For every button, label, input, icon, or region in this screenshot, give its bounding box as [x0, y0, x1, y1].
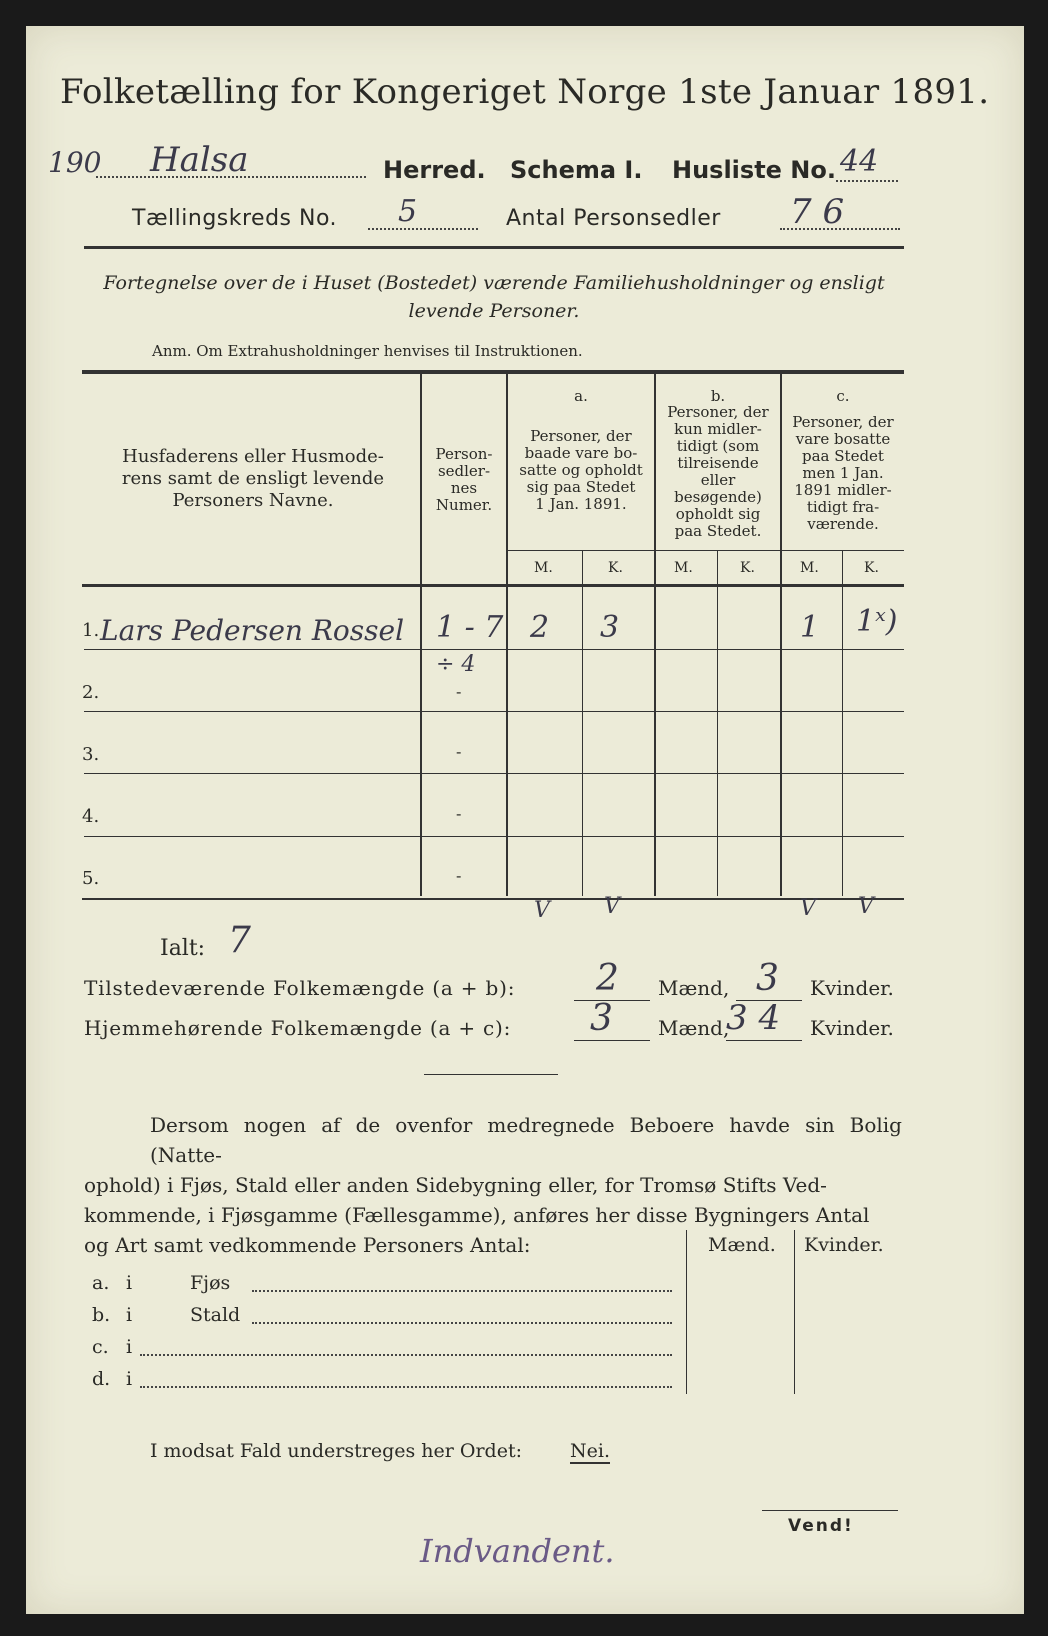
bldg-divider-1	[686, 1230, 687, 1394]
row-1-num: 1.	[82, 620, 100, 641]
bldg-row-a-dots	[252, 1290, 672, 1292]
husliste-dotline	[836, 180, 898, 182]
b-m-label: M.	[674, 560, 693, 576]
hjemme-k: 3 4	[726, 998, 781, 1038]
col-b-letter: b.	[710, 387, 726, 405]
hjemme-k-line	[726, 1040, 802, 1041]
col-c-header: Personer, der vare bosatte paa Stedet men 1 Jan. 1891 midler- tidigt fra- værende.	[792, 413, 894, 533]
row-5-num: 5.	[82, 868, 100, 889]
tilstede-label: Tilstedeværende Folkemængde (a + b):	[84, 976, 516, 1000]
row-rule-1	[84, 649, 904, 650]
personsedler-value: 7 6	[790, 192, 845, 232]
hjemme-label: Hjemmehørende Folkemængde (a + c):	[84, 1016, 512, 1040]
bldg-divider-2	[794, 1230, 795, 1394]
col-a-header: Personer, der baade vare bo- satte og opholdt sig paa Stedet 1 Jan. 1891.	[519, 427, 643, 513]
paragraph: Dersom nogen af de ovenfor medregnede Beboere havde sin Bolig (Natte- ophold) i Fjøs, Stald eller anden Sidebygning eller, for Tromsø Stifts Ved- kommende, i Fjøsgamme (Fællesgamme), anføres her disse Bygningers Antal og Art samt vedkommende Personers Antal:	[84, 1113, 902, 1257]
herred-number: 190	[48, 146, 102, 179]
tilstede-m: 2	[596, 958, 619, 999]
herred-label: Herred.	[383, 156, 486, 184]
bldg-row-d-dots	[140, 1386, 672, 1388]
husliste-label: Husliste No.	[672, 156, 836, 184]
row-1-c-k: 1ˣ)	[856, 604, 898, 639]
bldg-row-d-letter: d.	[92, 1368, 111, 1390]
col-a-letter: a.	[574, 387, 588, 405]
bldg-row-a-label: Fjøs	[190, 1272, 231, 1294]
row-rule-2	[84, 711, 904, 712]
husliste-value: 44	[840, 144, 879, 179]
a-m-label: M.	[534, 560, 553, 576]
row-3-sedler: -	[456, 742, 462, 761]
modsat-label: I modsat Fald understreges her Ordet:	[150, 1440, 522, 1462]
schema-label: Schema I.	[510, 156, 643, 184]
col-num-header: Person- sedler- nes Numer.	[435, 445, 493, 514]
table-bottom-rule	[82, 898, 904, 900]
note: Anm. Om Extrahusholdninger henvises til Instruktionen.	[152, 342, 583, 360]
col-name-header: Husfaderens eller Husmode- rens samt de ensligt levende Personers Navne.	[121, 446, 385, 511]
ialt-value: 7	[228, 920, 251, 961]
header-rule	[84, 246, 904, 249]
census-form	[26, 26, 1024, 1614]
modsat-word: Nei.	[570, 1440, 610, 1462]
row-1-sedler2: ÷ 4	[436, 652, 476, 677]
subtitle-line-2: levende Personer.	[408, 300, 580, 322]
row-4-sedler: -	[456, 804, 462, 823]
bldg-row-b-i: i	[126, 1304, 133, 1326]
check-mark-c-k: V	[858, 894, 874, 919]
row-2-sedler: -	[456, 682, 462, 701]
subtitle-line-1: Fortegnelse over de i Huset (Bostedet) værende Familiehusholdninger og ensligt	[103, 272, 885, 294]
col-divider-b	[717, 550, 718, 896]
tilstede-kvinder-label: Kvinder.	[810, 976, 894, 1000]
vend-label: Vend!	[788, 1516, 854, 1536]
bldg-row-a-letter: a.	[92, 1272, 110, 1294]
bldg-row-d-i: i	[126, 1368, 133, 1390]
kreds-label: Tællingskreds No.	[132, 206, 338, 231]
bldg-row-c-letter: c.	[92, 1336, 109, 1358]
check-mark-a-m: V	[534, 898, 550, 923]
row-1-c-m: 1	[800, 610, 820, 645]
row-4-num: 4.	[82, 806, 100, 827]
bldg-row-c-i: i	[126, 1336, 133, 1358]
c-m-label: M.	[800, 560, 819, 576]
bldg-kvinder-header: Kvinder.	[804, 1234, 884, 1256]
hjemme-maend-label: Mænd,	[658, 1016, 730, 1040]
ialt-label: Ialt:	[160, 936, 206, 961]
b-k-label: K.	[740, 560, 755, 576]
tilstede-maend-label: Mænd,	[658, 976, 730, 1000]
row-5-sedler: -	[456, 866, 462, 885]
col-b-header: Personer, der kun midler- tidigt (som tilreisende eller besøgende) opholdt sig paa Stedet.	[667, 403, 769, 540]
personsedler-label: Antal Personsedler	[506, 206, 721, 231]
row-2-num: 2.	[82, 682, 100, 703]
row-1-a-m: 2	[530, 610, 550, 645]
row-1-a-k: 3	[600, 610, 620, 645]
bldg-row-a-i: i	[126, 1272, 133, 1294]
kreds-value: 5	[398, 194, 418, 229]
vend-rule	[762, 1510, 898, 1511]
c-k-label: K.	[864, 560, 879, 576]
row-rule-4	[84, 836, 904, 837]
row-rule-3	[84, 773, 904, 774]
tilstede-k: 3	[756, 958, 779, 999]
bldg-row-b-dots	[252, 1322, 672, 1324]
form-title: Folketælling for Kongeriget Norge 1ste Januar 1891.	[60, 72, 990, 112]
bldg-row-c-dots	[140, 1354, 672, 1356]
bldg-row-b-label: Stald	[190, 1304, 241, 1326]
signature: Indvandent.	[420, 1532, 615, 1570]
hjemme-m-line	[574, 1040, 650, 1041]
mk-rule	[506, 550, 904, 551]
hjemme-kvinder-label: Kvinder.	[810, 1016, 894, 1040]
a-k-label: K.	[608, 560, 623, 576]
row-1-name: Lars Pedersen Rossel	[100, 614, 405, 647]
row-3-num: 3.	[82, 744, 100, 765]
col-divider-c	[842, 550, 843, 896]
check-mark-c-m: V	[800, 896, 816, 921]
herred-name: Halsa	[150, 140, 249, 180]
section-divider	[424, 1074, 558, 1075]
bldg-maend-header: Mænd.	[708, 1234, 776, 1256]
hjemme-m: 3	[590, 998, 613, 1039]
row-1-sedler: 1 - 7	[436, 610, 504, 645]
col-divider-a	[582, 550, 583, 896]
kreds-dotline	[368, 228, 478, 230]
bldg-row-b-letter: b.	[92, 1304, 111, 1326]
check-mark-a-k: V	[604, 894, 620, 919]
col-c-letter: c.	[836, 387, 850, 405]
